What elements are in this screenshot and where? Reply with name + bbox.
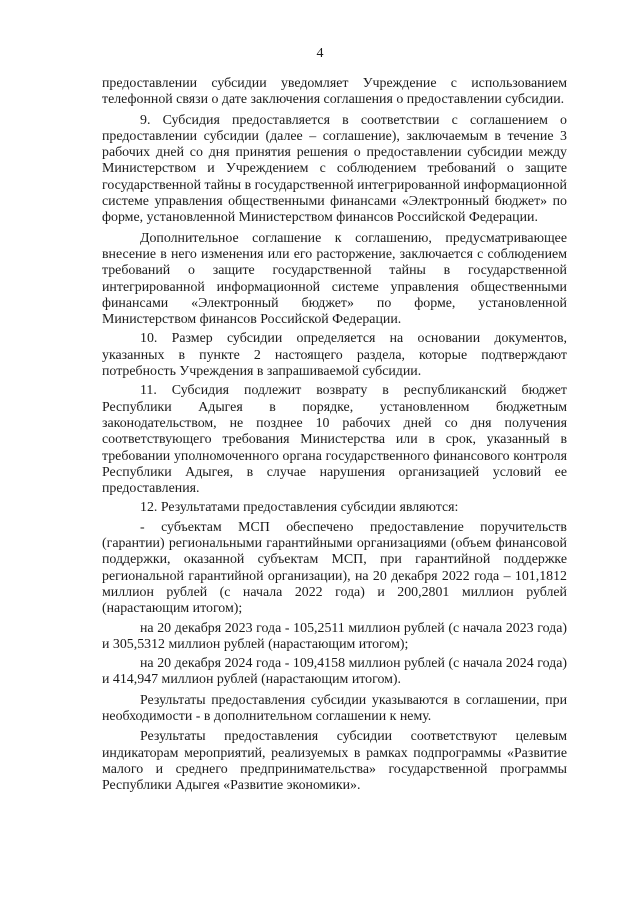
page-number: 4 bbox=[316, 46, 324, 61]
paragraph-item-9: 9. Субсидия предоставляется в соответствии с соглашением о предоставлении субсидии (далее – соглашение), заключаемым в течение 3 рабочих дней со дня принятия решения о предоставлении субсидии между Министерством и Учреждением с соблюдением требований о защите государственной тайны в государственной интегрированной информационной системе управления общественными финансами «Электронный бюджет» по форме, установленной Министерством финансов Российской Федерации. bbox=[102, 112, 567, 226]
paragraph-result-2022: - субъектам МСП обеспечено предоставление поручительств (гарантии) региональными гарантийными организациями (объем финансовой поддержки, оказанной субъектам МСП, при гарантийной поддержке региональной гарантийной организации), на 20 декабря 2022 года – 101,1812 миллион рублей (с начала 2022 года) и 200,2801 миллион рублей (нарастающим итогом); bbox=[102, 519, 567, 617]
paragraph-item-11: 11. Субсидия подлежит возврату в республиканский бюджет Республики Адыгея в порядке, установленном бюджетным законодательством, не позднее 10 рабочих дней со дня получения соответствующего требования Министерства или в срок, указанный в требовании уполномоченного органа государственного финансового контроля Республики Адыгея, в случае нарушения организацией условий ее предоставления. bbox=[102, 383, 567, 497]
paragraph-results-indicators: Результаты предоставления субсидии соответствуют целевым индикаторам мероприятий, реализуемых в рамках подпрограммы «Развитие малого и среднего предпринимательства» государственной программы Республики Адыгея «Развитие экономики». bbox=[102, 729, 567, 794]
paragraph-item-12: 12. Результатами предоставления субсидии являются: bbox=[140, 500, 459, 516]
paragraph-item-10: 10. Размер субсидии определяется на основании документов, указанных в пункте 2 настоящего раздела, которые подтверждают потребность Учреждения в запрашиваемой субсидии. bbox=[102, 331, 567, 380]
paragraph-result-2024: на 20 декабря 2024 года - 109,4158 миллион рублей (с начала 2024 года) и 414,947 миллион рублей (нарастающим итогом). bbox=[102, 656, 567, 688]
paragraph-result-2023: на 20 декабря 2023 года - 105,2511 миллион рублей (с начала 2023 года) и 305,5312 миллион рублей (нарастающим итогом); bbox=[102, 620, 567, 652]
paragraph-additional-agreement: Дополнительное соглашение к соглашению, предусматривающее внесение в него изменения или его расторжение, заключается с соблюдением требований о защите государственной тайны в государственной интегрированной информационной системе управления общественными финансами «Электронный бюджет» по форме, установленной Министерством финансов Российской Федерации. bbox=[102, 230, 567, 328]
paragraph-results-in-agreement: Результаты предоставления субсидии указываются в соглашении, при необходимости - в дополнительном соглашении к нему. bbox=[102, 692, 567, 724]
paragraph-continuation: предоставлении субсидии уведомляет Учреждение с использованием телефонной связи о дате заключения соглашения о предоставлении субсидии. bbox=[102, 76, 567, 108]
document-body bbox=[102, 76, 567, 797]
